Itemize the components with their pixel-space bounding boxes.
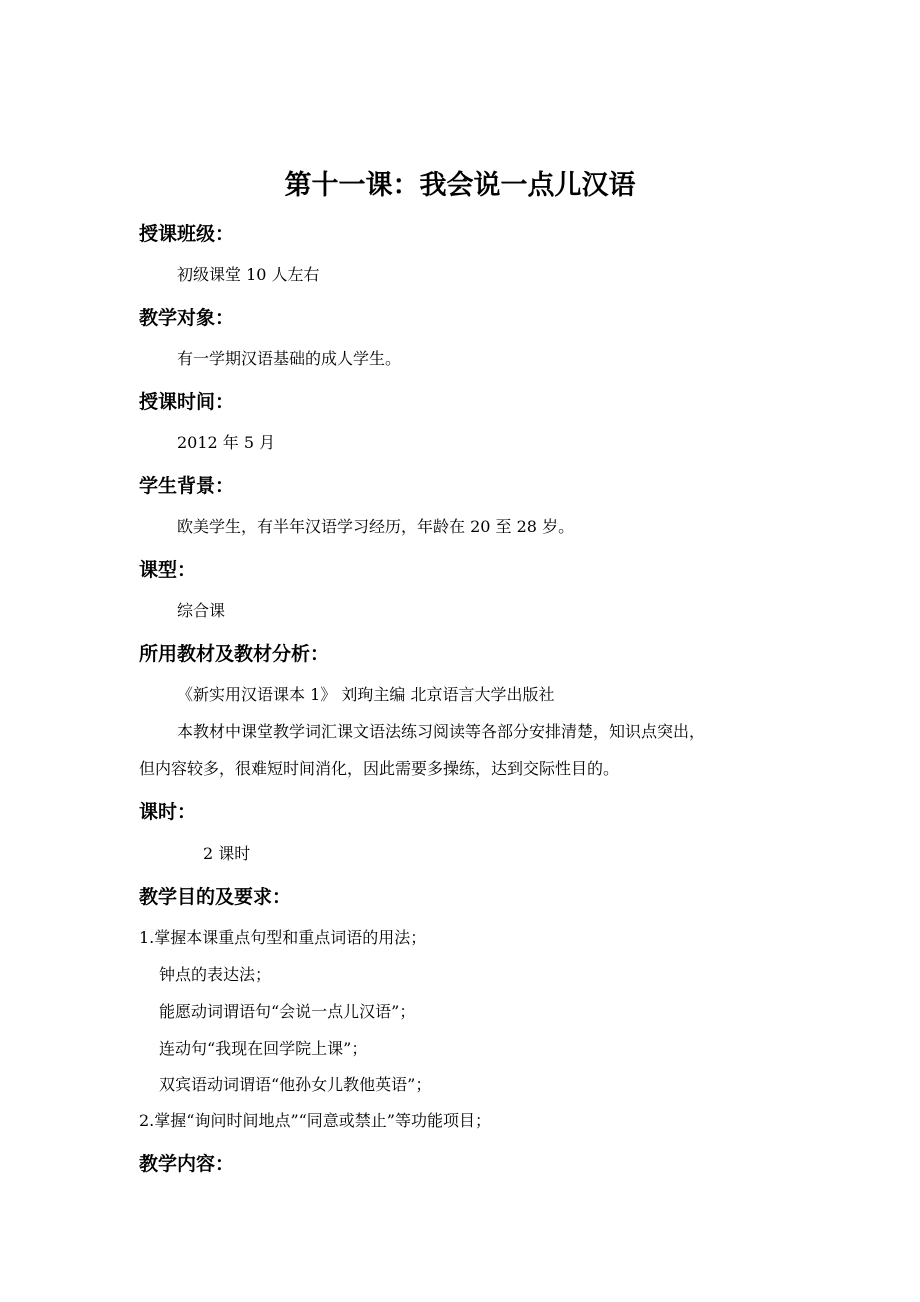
objective-subitem-3: 连动句“我现在回学院上课”； bbox=[159, 1039, 368, 1058]
section-text-textbook-3: 但内容较多，很难短时间消化，因此需要多操练，达到交际性目的。 bbox=[139, 759, 620, 778]
section-text-hours: 2 课时 bbox=[203, 844, 251, 863]
section-heading-content: 教学内容： bbox=[139, 1153, 235, 1175]
section-heading-time: 授课时间： bbox=[139, 391, 235, 413]
section-text-textbook-2: 本教材中课堂教学词汇课文语法练习阅读等各部分安排清楚，知识点突出， bbox=[177, 722, 706, 741]
objective-subitem-4: 双宾语动词谓语“他孙女儿教他英语”； bbox=[159, 1075, 432, 1094]
page-title: 第十一课：我会说一点儿汉语 bbox=[284, 170, 636, 201]
section-heading-class: 授课班级： bbox=[139, 223, 235, 245]
section-text-class: 初级课堂 10 人左右 bbox=[177, 265, 320, 284]
objective-item-1: 1.掌握本课重点句型和重点词语的用法； bbox=[139, 928, 427, 947]
section-text-background: 欧美学生，有半年汉语学习经历，年龄在 20 至 28 岁。 bbox=[177, 517, 575, 536]
objective-item-2: 2.掌握“询问时间地点”“同意或禁止”等功能项目； bbox=[139, 1111, 491, 1130]
objective-subitem-2: 能愿动词谓语句“会说一点儿汉语”； bbox=[159, 1002, 416, 1021]
section-text-time: 2012 年 5 月 bbox=[177, 433, 276, 452]
section-heading-course-type: 课型： bbox=[139, 559, 197, 581]
section-text-course-type: 综合课 bbox=[177, 601, 226, 620]
section-heading-audience: 教学对象： bbox=[139, 307, 235, 329]
section-heading-textbook: 所用教材及教材分析： bbox=[139, 643, 330, 665]
section-text-audience: 有一学期汉语基础的成人学生。 bbox=[177, 349, 402, 368]
section-heading-hours: 课时： bbox=[139, 801, 197, 823]
section-text-textbook-1: 《新实用汉语课本 1》 刘珣主编 北京语言大学出版社 bbox=[177, 685, 555, 704]
section-heading-background: 学生背景： bbox=[139, 475, 235, 497]
objective-subitem-1: 钟点的表达法； bbox=[159, 965, 272, 984]
section-heading-objectives: 教学目的及要求： bbox=[139, 886, 292, 908]
